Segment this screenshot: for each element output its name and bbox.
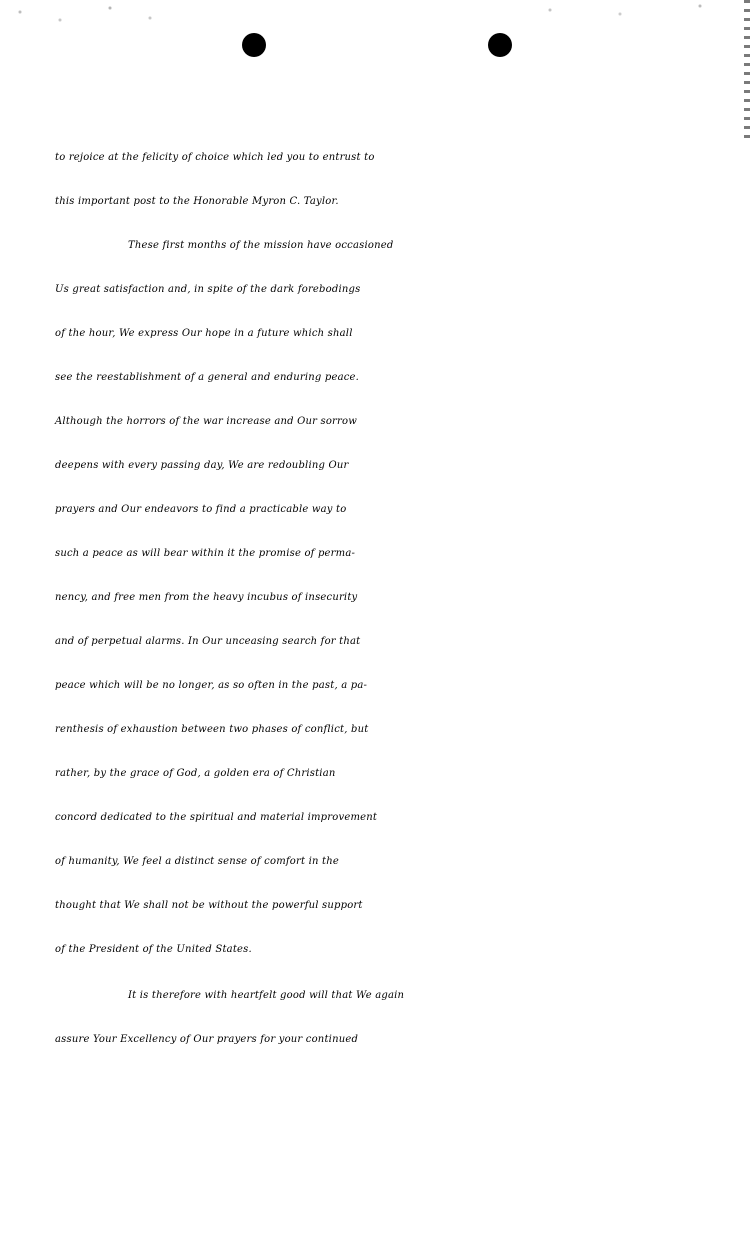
scan-noise-top-left [0,0,210,40]
text-line: of humanity, We feel a distinct sense of comfort in the [55,856,339,867]
punch-hole-right [488,33,512,57]
text-line: These first months of the mission have occasioned [128,240,394,251]
text-line: thought that We shall not be without the powerful support [55,900,363,911]
text-line: of the President of the United States. [55,944,252,955]
text-line: It is therefore with heartfelt good will that We again [128,990,405,1001]
text-line: rather, by the grace of God, a golden era of Christian [55,768,336,779]
text-line: nency, and free men from the heavy incubus of insecurity [55,592,358,603]
text-line: and of perpetual alarms. In Our unceasing search for that [55,636,361,647]
text-line: peace which will be no longer, as so often in the past, a pa- [55,680,368,691]
text-line: of the hour, We express Our hope in a future which shall [55,328,353,339]
text-line: renthesis of exhaustion between two phases of conflict, but [55,724,369,735]
scan-noise-top-right [520,0,750,30]
text-line: concord dedicated to the spiritual and material improvement [55,812,378,823]
text-line: see the reestablishment of a general and enduring peace. [55,372,360,383]
text-line: deepens with every passing day, We are redoubling Our [55,460,349,471]
text-line: Us great satisfaction and, in spite of the dark forebodings [55,284,361,295]
text-line: such a peace as will bear within it the promise of perma- [55,548,356,559]
scan-edge-right [744,0,750,140]
text-line: this important post to the Honorable Myron C. Taylor. [55,196,339,207]
text-line: assure Your Excellency of Our prayers for your continued [55,1034,359,1045]
text-line: Although the horrors of the war increase and Our sorrow [55,416,357,427]
text-line: prayers and Our endeavors to find a practicable way to [55,504,347,515]
punch-hole-left [242,33,266,57]
text-line: to rejoice at the felicity of choice which led you to entrust to [55,152,375,163]
